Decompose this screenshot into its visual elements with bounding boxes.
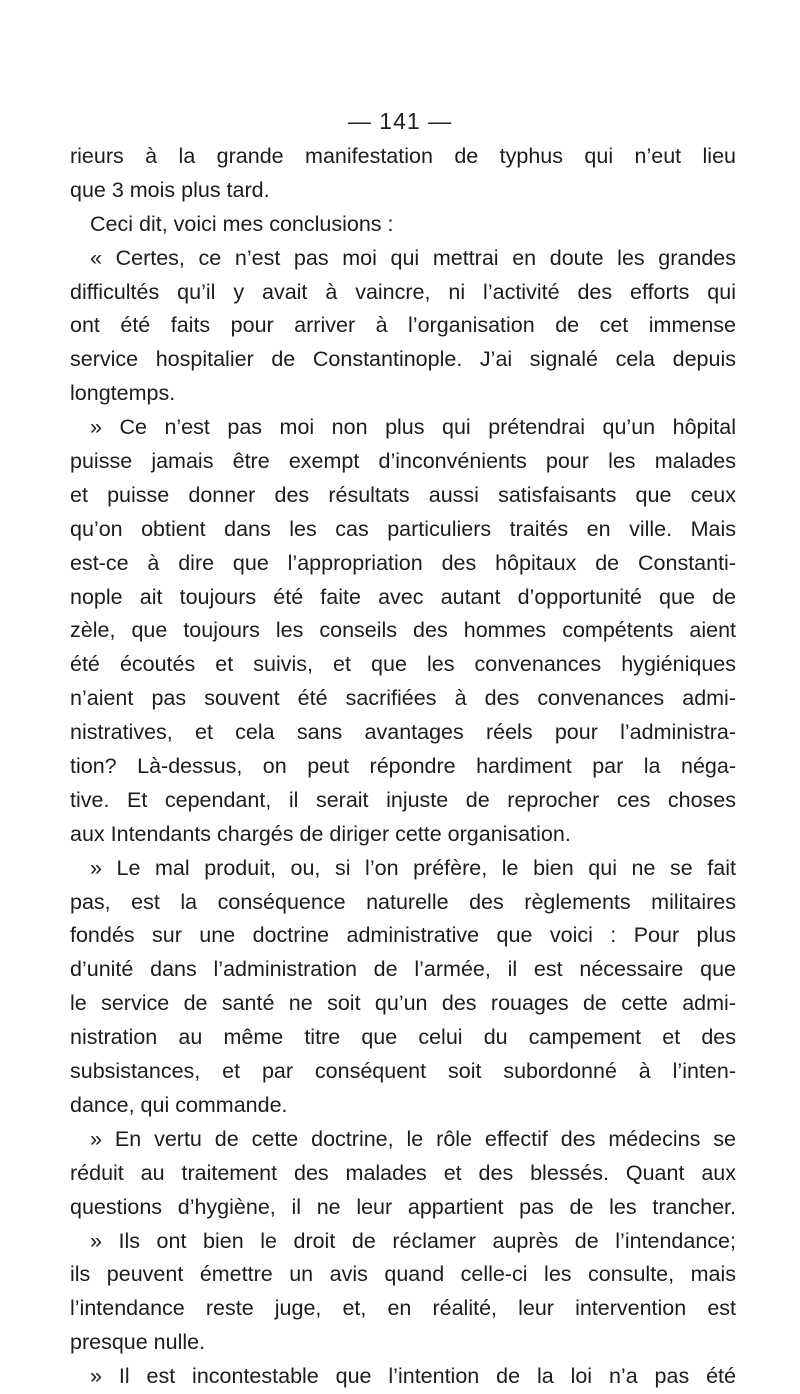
text-line: puisse jamais être exempt d’inconvénients pour les malades [70,449,736,474]
text-line: que 3 mois plus tard. [70,177,270,202]
text-line: nople ait toujours été faite avec autant d’opportunité que de [70,584,736,609]
text-line: d’unité dans l’administration de l’armée, il est nécessaire que [70,957,736,982]
text-line: est-ce à dire que l’appropriation des hôpitaux de Constanti- [70,550,736,575]
text-line: le service de santé ne soit qu’un des rouages de cette admi- [70,991,736,1016]
text-line: zèle, que toujours les conseils des hommes compétents aient [70,618,736,643]
text-line: ont été faits pour arriver à l’organisation de cet immense [70,313,736,338]
text-line: presque nulle. [70,1330,206,1355]
text-line: difficultés qu’il y avait à vaincre, ni l’activité des efforts qui [70,279,736,304]
text-line: » En vertu de cette doctrine, le rôle effectif des médecins se [90,1126,736,1151]
text-line: fondés sur une doctrine administrative que voici : Pour plus [70,923,736,948]
body-text [70,140,736,1394]
text-line: aux Intendants chargés de diriger cette organisation. [70,821,571,846]
text-line: longtemps. [70,381,176,406]
text-line: rieurs à la grande manifestation de typhus qui n’eut lieu [70,144,736,168]
text-line: été écoutés et suivis, et que les convenances hygiéniques [70,652,736,677]
text-line: » Ce n’est pas moi non plus qui prétendrai qu’un hôpital [90,415,736,440]
text-line: qu’on obtient dans les cas particuliers traités en ville. Mais [70,516,736,541]
text-line: Ceci dit, voici mes conclusions : [90,211,394,236]
text-line: dance, qui commande. [70,1092,288,1117]
text-line: nistration au même titre que celui du campement et des [70,1025,736,1050]
text-line: l’intendance reste juge, et, en réalité, leur intervention est [70,1296,736,1321]
text-line: questions d’hygiène, il ne leur appartient pas de les trancher. [70,1194,736,1219]
text-line: pas, est la conséquence naturelle des règlements militaires [70,889,736,914]
text-line: nistratives, et cela sans avantages réels pour l’administra- [70,720,736,745]
page-number: — 141 — [347,108,453,134]
text-line: tive. Et cependant, il serait injuste de reprocher ces choses [70,787,736,812]
text-line: tion? Là-dessus, on peut répondre hardiment par la néga- [70,754,736,779]
text-line: réduit au traitement des malades et des blessés. Quant aux [70,1160,736,1185]
text-line: » Le mal produit, ou, si l’on préfère, le bien qui ne se fait [90,855,736,880]
text-line: n’aient pas souvent été sacrifiées à des convenances admi- [70,686,736,711]
text-line: service hospitalier de Constantinople. J’ai signalé cela depuis [70,347,736,372]
text-line: « Certes, ce n’est pas moi qui mettrai en doute les grandes [90,245,736,270]
text-line: » Ils ont bien le droit de réclamer auprès de l’intendance; [90,1228,736,1253]
text-line: » Il est incontestable que l’intention de la loi n’a pas été [90,1364,736,1389]
text-line: et puisse donner des résultats aussi satisfaisants que ceux [70,482,736,507]
text-line: subsistances, et par conséquent soit subordonné à l’inten- [70,1059,736,1084]
text-line: ils peuvent émettre un avis quand celle-ci les consulte, mais [70,1262,736,1287]
